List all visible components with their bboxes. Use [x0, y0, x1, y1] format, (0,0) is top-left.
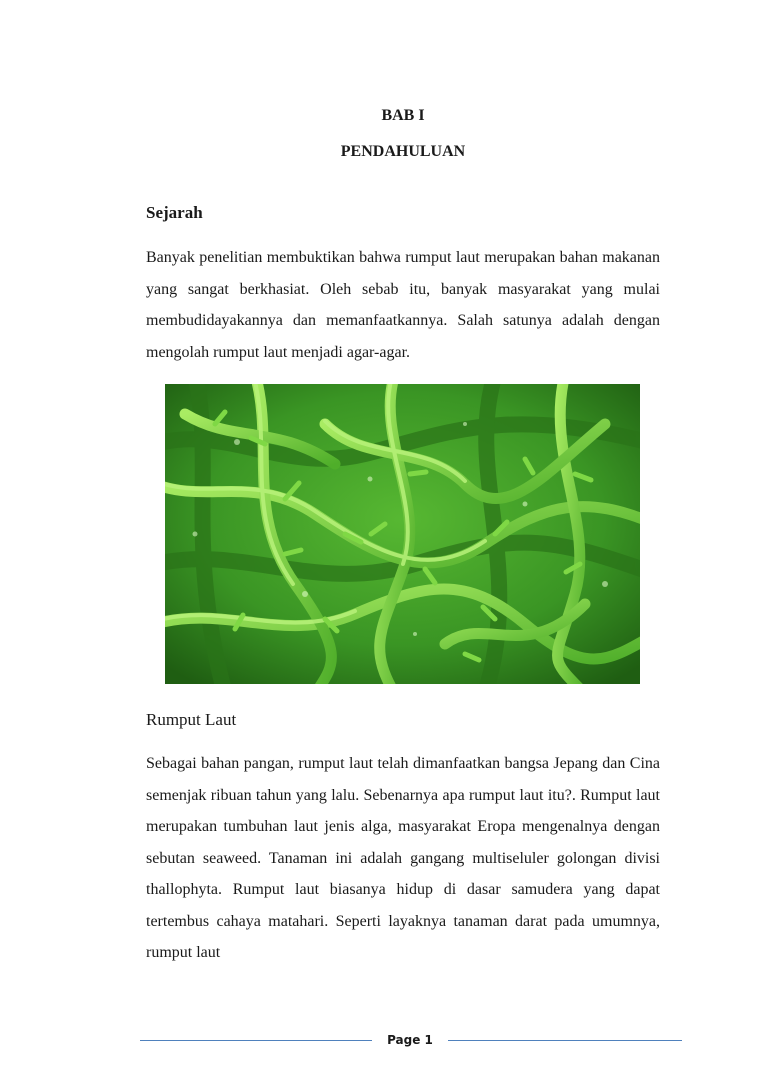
chapter-title: PENDAHULUAN: [340, 143, 466, 160]
section-heading-rumput-laut: Rumput Laut: [146, 710, 237, 729]
section-heading-sejarah: Sejarah: [146, 203, 203, 222]
paragraph-rumput-laut: Sebagai bahan pangan, rumput laut telah dimanfaatkan bangsa Jepang dan Cina semenjak ribuan tahun yang lalu. Sebenarnya apa rumput laut itu?. Rumput laut merupakan tumbuhan laut jenis alga, masyarakat Eropa mengenalnya dengan sebutan seaweed. Tanaman ini adalah gangang multiseluler golongan divisi thallophyta. Rumput laut biasanya hidup di dasar samudera yang dapat tertembus cahaya matahari. Seperti layaknya tanaman darat pada umumnya, rumput laut: [146, 755, 660, 961]
page-number: Page 1: [387, 1033, 433, 1047]
chapter-number: BAB I: [381, 107, 425, 124]
footer-rule-left: [140, 1040, 372, 1041]
seaweed-photo: [165, 384, 640, 684]
paragraph-sejarah: Banyak penelitian membuktikan bahwa rumput laut merupakan bahan makanan yang sangat berkhasiat. Oleh sebab itu, banyak masyarakat yang mulai membudidayakannya dan memanfaatkannya. Salah satunya adalah dengan mengolah rumput laut menjadi agar-agar.: [146, 249, 660, 361]
footer-rule-right: [448, 1040, 682, 1041]
page-footer: [140, 1031, 682, 1051]
